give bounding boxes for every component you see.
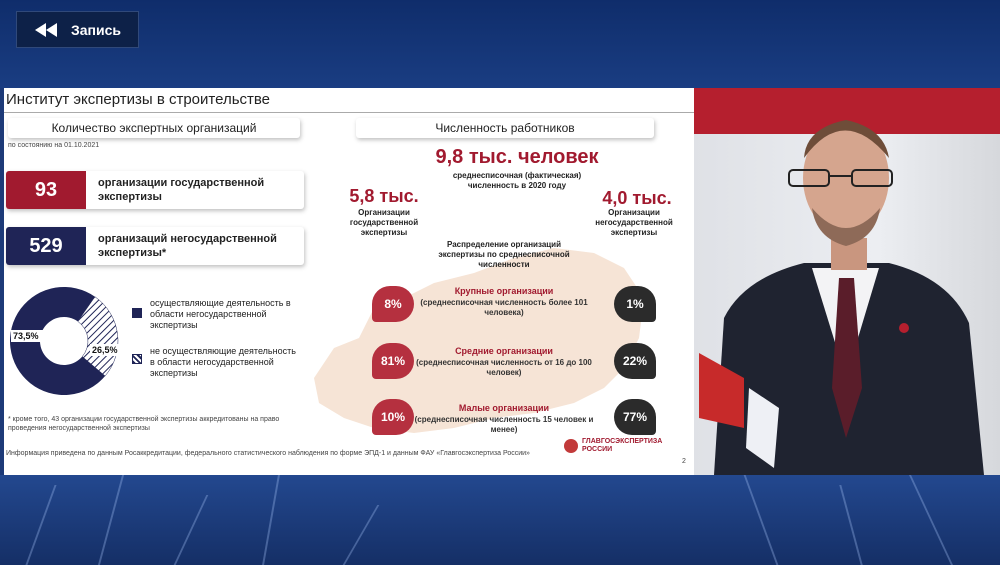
- logo-line1: ГЛАВГОСЭКСПЕРТИЗА: [582, 438, 663, 445]
- title-divider: [4, 112, 694, 113]
- nonstate-workers-value: 4,0 тыс.: [602, 188, 672, 208]
- large-org-sub: (среднесписочная численность более 101 человека): [420, 298, 588, 317]
- right-section-header: Численность работников: [356, 118, 654, 138]
- total-workers-value: 9,8 тыс. человек: [435, 146, 599, 168]
- small-nonstate-pct: 77%: [614, 399, 656, 435]
- state-workers-caption: Организации государственной экспертизы: [349, 208, 419, 237]
- logo-emblem-icon: [564, 439, 578, 453]
- large-org-title: Крупные организации: [454, 286, 554, 296]
- slide-title: Институт экспертизы в строительстве: [6, 91, 271, 108]
- presentation-slide: [4, 88, 694, 475]
- medium-org-sub: (среднесписочная численность от 16 до 100 человек): [416, 358, 592, 377]
- slide-page-number: 2: [682, 458, 686, 465]
- state-count-text: организации государственной экспертизы: [98, 177, 265, 203]
- state-workers-value: 5,8 тыс.: [349, 186, 419, 206]
- footnote: * кроме того, 43 организации государственной экспертизы аккредитованы на право проведения негосударственной экспертизы: [8, 416, 280, 432]
- speaker-figure: [694, 88, 1000, 475]
- state-expertise-count: [6, 171, 304, 209]
- back-button-label: Запись: [71, 21, 122, 38]
- nonstate-expertise-count: [6, 227, 304, 265]
- medium-nonstate-pct: 22%: [614, 343, 656, 379]
- total-workers-caption: среднесписочная (фактическая) численность в 2020 году: [452, 171, 582, 190]
- donut-label-state: 26,5%: [92, 345, 118, 355]
- speaker-video: [694, 88, 1000, 475]
- small-state-pct: 10%: [372, 399, 414, 435]
- medium-org-title: Средние организации: [455, 346, 553, 356]
- distribution-caption: Распределение организаций экспертизы по среднесписочной численности: [438, 240, 570, 269]
- legend-swatch-state: [132, 354, 142, 364]
- logo-line2: РОССИИ: [582, 446, 613, 453]
- large-nonstate-pct: 1%: [614, 286, 656, 322]
- small-org-sub: (среднесписочная численность 15 человек и менее): [414, 415, 594, 434]
- nonstate-workers-caption: Организации негосударственной экспертизы: [595, 208, 673, 237]
- source-note: Информация приведена по данным Росаккредитации, федерального статистического наблюдения по форме ЭПД-1 и данным ФАУ «Главгосэкспертиза России»: [6, 450, 530, 457]
- glavgosexpertiza-logo: [564, 438, 662, 454]
- back-to-recording-button[interactable]: [16, 11, 139, 48]
- medium-state-pct: 81%: [372, 343, 414, 379]
- top-background: [0, 0, 1000, 88]
- rewind-icon: [35, 23, 57, 37]
- donut-label-nonstate: 73,5%: [13, 331, 39, 341]
- left-section-header: Количество экспертных организаций: [8, 118, 300, 138]
- date-note: по состоянию на 01.10.2021: [8, 142, 100, 149]
- organizations-donut-chart: [8, 284, 120, 398]
- small-org-title: Малые организации: [458, 403, 550, 413]
- legend-swatch-nonstate: [132, 308, 142, 318]
- large-state-pct: 8%: [372, 286, 414, 322]
- legend-nonstate: осуществляющие деятельность в области негосударственной экспертизы: [150, 298, 291, 330]
- state-count-value: 93: [6, 171, 86, 209]
- legend-state: не осуществляющие деятельность в области негосударственной экспертизы: [150, 346, 296, 378]
- bottom-background: [0, 475, 1000, 565]
- nonstate-count-text: организаций негосударственной экспертизы*: [98, 233, 277, 259]
- nonstate-count-value: 529: [6, 227, 86, 265]
